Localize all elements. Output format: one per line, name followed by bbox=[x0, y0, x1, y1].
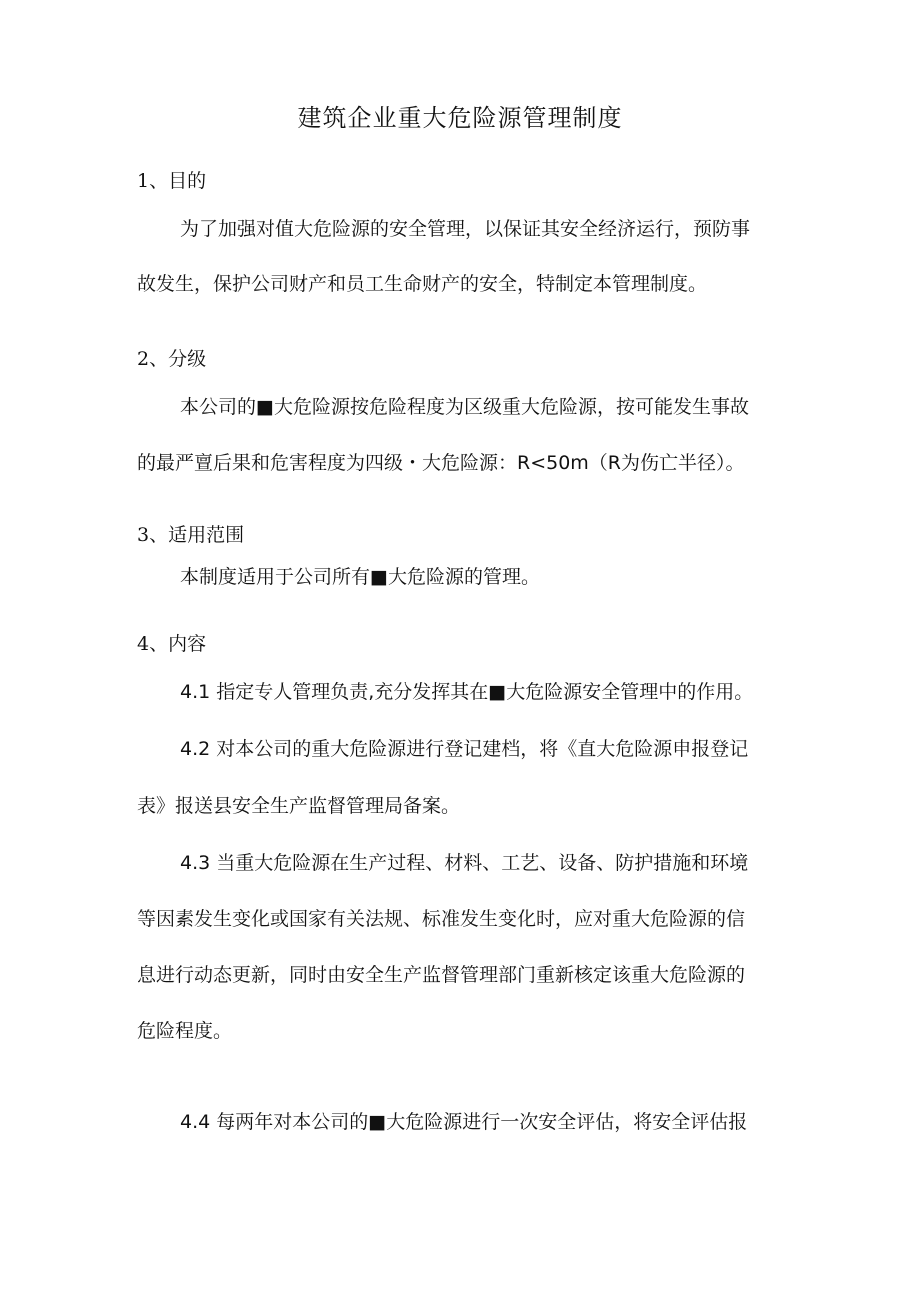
paragraph-line: 故发生，保护公司财产和员工生命财产的安全，特制定本管理制度。 bbox=[137, 273, 708, 295]
section-heading-purpose: 1、目的 bbox=[137, 170, 207, 192]
section-heading-classification: 2、分级 bbox=[137, 348, 207, 370]
paragraph-line: 危险程度。 bbox=[137, 1020, 233, 1042]
paragraph-line: 息进行动态更新，同时由安全生产监督管理部门重新核定该重大危险源的 bbox=[137, 964, 746, 986]
paragraph-line: 4.4 每两年对本公司的■大危险源进行一次安全评估，将安全评估报 bbox=[180, 1111, 748, 1133]
paragraph-line: 4.2 对本公司的重大危险源进行登记建档，将《直大危险源申报登记 bbox=[180, 738, 749, 760]
paragraph-line: 表》报送县安全生产监督管理局备案。 bbox=[137, 795, 461, 817]
paragraph-line: 的最严亶后果和危害程度为四级・大危险源：R<50m（R为伤亡半径）。 bbox=[137, 452, 745, 474]
paragraph-line: 本公司的■大危险源按危险程度为区级重大危险源，按可能发生事故 bbox=[180, 396, 749, 418]
paragraph-line: 4.3 当重大危险源在生产过程、材料、工艺、设备、防护措施和环境 bbox=[180, 852, 749, 874]
paragraph-line: 4.1 指定专人管理负责,充分发挥其在■大危险源安全管理中的作用。 bbox=[180, 681, 754, 703]
document-title: 建筑企业重大危险源管理制度 bbox=[297, 104, 623, 132]
paragraph-line: 本制度适用于公司所有■大危险源的管理。 bbox=[180, 566, 540, 588]
section-heading-content: 4、内容 bbox=[137, 633, 207, 655]
section-heading-scope: 3、适用范围 bbox=[137, 524, 245, 546]
paragraph-line: 为了加强对值大危险源的安全管理，以保证其安全经济运行，预防事 bbox=[180, 218, 751, 240]
paragraph-line: 等因素发生变化或国家有关法规、标准发生变化时，应对重大危险源的信 bbox=[137, 908, 746, 930]
